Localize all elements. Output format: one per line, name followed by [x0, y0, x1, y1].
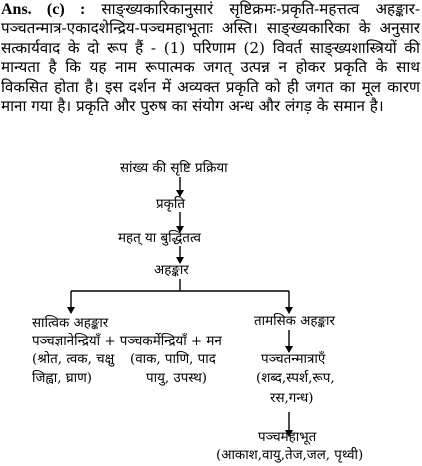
answer-text: साङ्ख्यकारिकानुसारं सृष्टिक्रमः-प्रकृति-महत्तत्व अहङ्कार-पञ्चतन्मात्र-एकादशेन्द्रिय-पञ्चमहाभूताः अस्ति। साङ्ख्यकारिका के अनुसार सत्कार्यवाद के दो रूप हैं - (1) परिणाम (2) विवर्त साङ्ख्यशास्त्रियों की मान्यता है कि यह नाम रूपात्मक जगत् उत्पन्न न होकर प्रकृति के साथ विकसित होता है। इस दर्शन में अव्यक्त प्रकृति को ही जगत का मूल कारण माना गया है। प्रकृति और पुरुष का संयोग अन्ध और लंगड़ के समान है।: [1, 0, 421, 116]
karmendriya-list-line1: (वाक, पाणि, पाद: [130, 352, 216, 367]
diagram-title: सांख्य की सृष्टि प्रक्रिया: [120, 161, 228, 176]
satvik-indriya-line: पञ्चज्ञानेन्द्रियाँ + पञ्चकर्मेन्द्रियाँ + मन: [32, 334, 222, 349]
mahabhut-label: पञ्चमहाभूत: [258, 430, 317, 445]
tanmatra-list-line2: रस,गन्ध): [270, 391, 314, 406]
satvik-ahankar-label: सात्विक अहङ्कार: [32, 316, 109, 331]
answer-label: Ans. (c) :: [1, 1, 86, 18]
karmendriya-list-line2: पायु, उपस्थ): [146, 371, 208, 386]
prakriti-label: प्रकृति: [156, 197, 186, 212]
gyanendriya-list-line2: जिह्वा, घ्राण): [32, 371, 93, 386]
tamsik-ahankar-label: तामसिक अहङ्कार: [254, 314, 335, 329]
gyanendriya-list-line1: (श्रोत, त्वक, चक्षु: [32, 352, 115, 367]
tanmatra-label: पञ्चतन्मात्राएँ: [261, 352, 326, 367]
mahabhut-list: (आकाश,वायु,तेज,जल, पृथ्वी): [216, 448, 364, 463]
mahat-label: महत् या बुद्धितत्व: [118, 231, 201, 246]
tanmatra-list-line1: (शब्द,स्पर्श,रूप,: [256, 371, 335, 386]
ahankar-label: अहङ्कार: [154, 263, 189, 278]
